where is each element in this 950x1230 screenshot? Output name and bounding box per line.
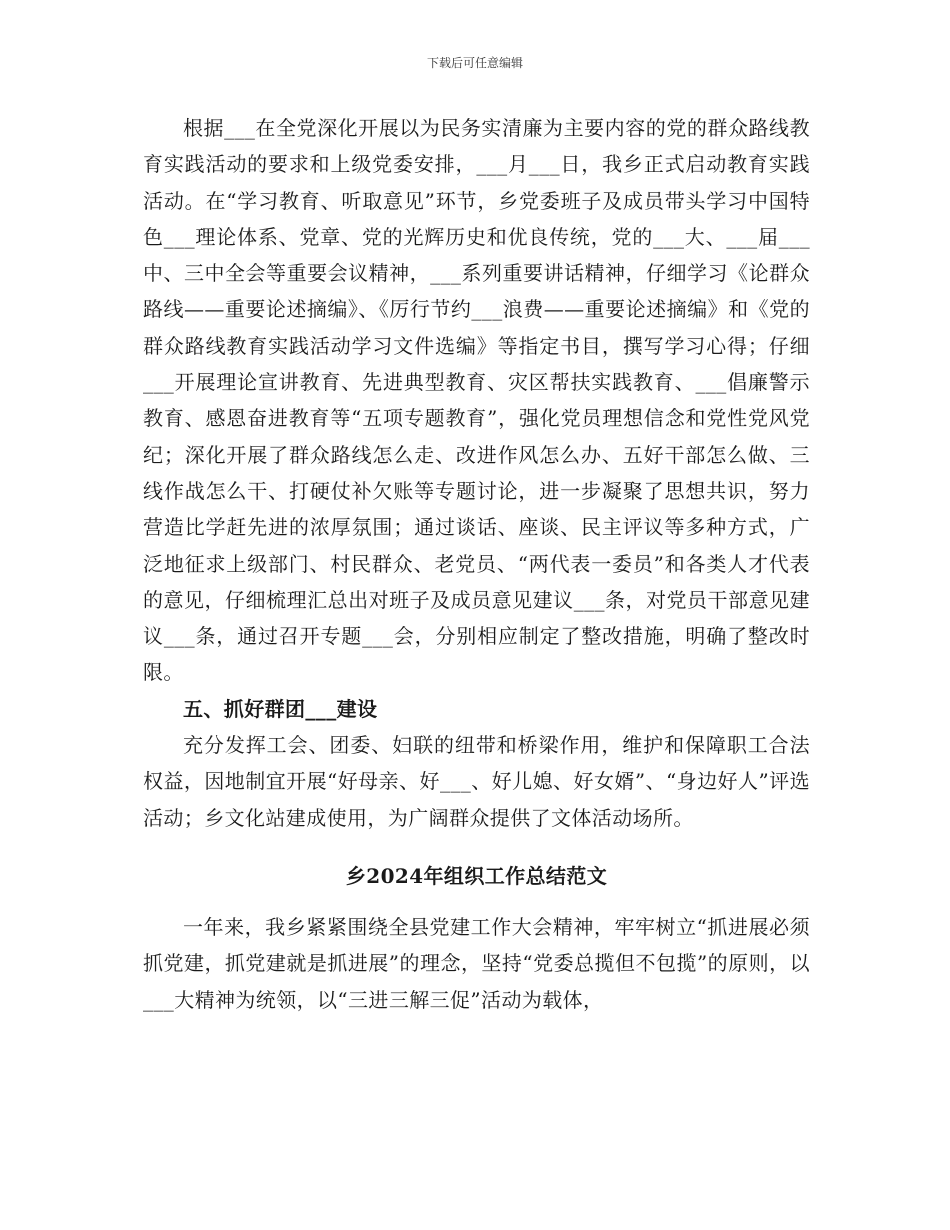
paragraph-mass-organizations: 充分发挥工会、团委、妇联的纽带和桥梁作用，维护和保障职工合法权益，因地制宜开展“好母亲、好___、好儿媳、好女婿”、“身边好人”评选活动；乡文化站建成使用，为广阔群众提供了文体活动场所。	[143, 733, 810, 830]
document-title: 乡2024年组织工作总结范文	[345, 863, 608, 888]
paragraph-education-practice: 根据___在全党深化开展以为民务实清廉为主要内容的党的群众路线教育实践活动的要求和上级党委安排，___月___日，我乡正式启动教育实践活动。在“学习教育、听取意见”环节，乡党委班子及成员带头学习中国特色___理论体系、党章、党的光辉历史和优良传统，党的___大、___届___中、三中全会等重要会议精神，___系列重要讲话精神，仔细学习《论群众路线——重要论述摘编》、《厉行节约___浪费——重要论述摘编》和《党的群众路线教育实践活动学习文件选编》等指定书目，撰写学习心得；仔细___开展理论宣讲教育、先进典型教育、灾区帮扶实践教育、___倡廉警示教育、感恩奋进教育等“五项专题教育”，强化党员理想信念和党性党风党纪；深化开展了群众路线怎么走、改进作风怎么办、五好干部怎么做、三线作战怎么干、打硬仗补欠账等专题讨论，进一步凝聚了思想共识，努力营造比学赶先进的浓厚氛围；通过谈话、座谈、民主评议等多种方式，广泛地征求上级部门、村民群众、老党员、“两代表一委员”和各类人才代表的意见，仔细梳理汇总出对班子及成员意见建议___条，对党员干部意见建议___条，通过召开专题___会，分别相应制定了整改措施，明确了整改时限。	[143, 116, 810, 685]
document-body	[143, 110, 810, 1018]
section-heading-mass-organizations: 五、抓好群团___建设	[183, 696, 378, 721]
page-header-note: 下载后可任意编辑	[426, 56, 523, 70]
paragraph-year-summary: 一年来，我乡紧紧围绕全县党建工作大会精神，牢牢树立“抓进展必须抓党建，抓党建就是抓进展”的理念，坚持“党委总揽但不包揽”的原则，以___大精神为统领，以“三进三解三促”活动为载体，	[143, 914, 810, 1012]
